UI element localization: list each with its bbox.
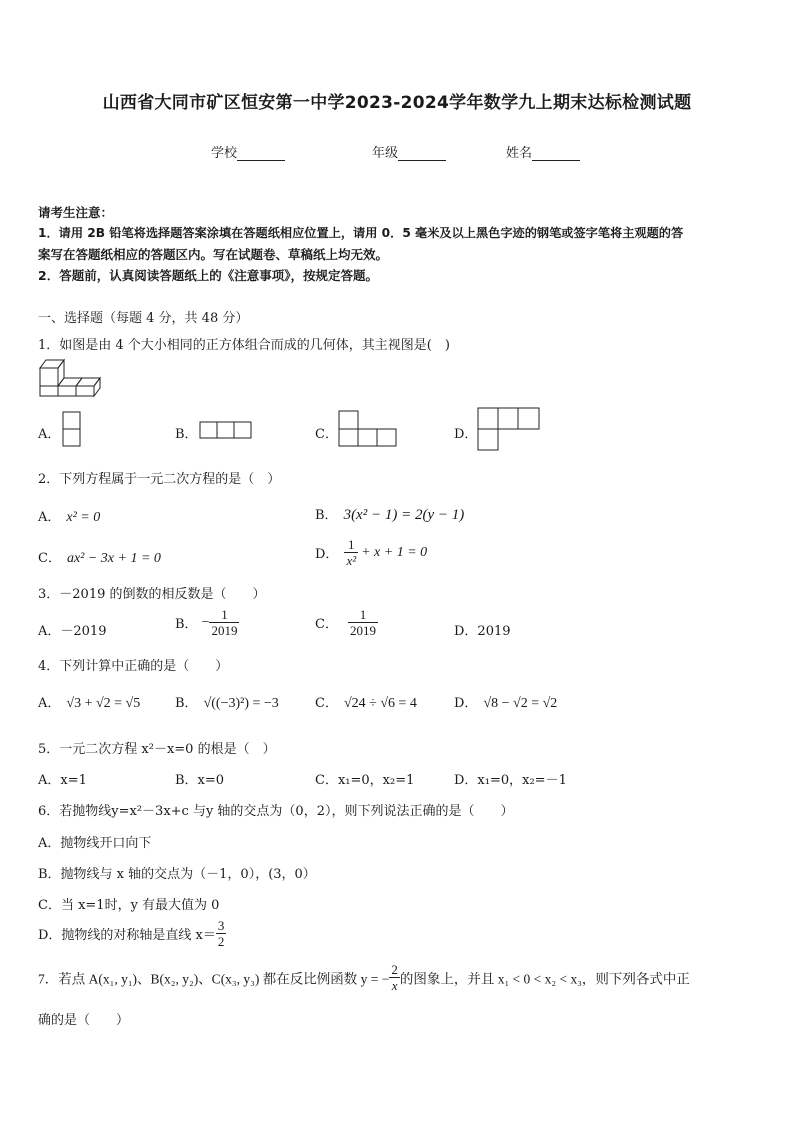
notice-line-1a: 1．请用 2B 铅笔将选择题答案涂填在答题纸相应位置上，请用 0．5 毫米及以上黑色字迹的钢笔或签字笔将主观题的答 (38, 226, 684, 240)
name-blank (532, 146, 580, 161)
q2-option-b (315, 504, 464, 524)
q3-b-label: B． (175, 617, 198, 632)
q5-option-b: B．x=0 (175, 773, 225, 788)
q5-option-d: D．x₁=0，x₂=－1 (454, 773, 567, 788)
q4-a-math: √3 + √2 = √5 (66, 696, 141, 711)
q2-c-label: C． (38, 551, 61, 566)
notice-heading: 请考生注意： (38, 205, 114, 220)
q7-fraction (389, 962, 400, 993)
q2-option-d (315, 537, 427, 568)
q6-d-fraction (216, 918, 227, 949)
q2-stem: 2．下列方程属于一元二次方程的是（ ） (38, 472, 281, 487)
q1-option-d-label: D． (454, 427, 478, 442)
q5-stem: 5．一元二次方程 x²－x=0 的根是（ ） (38, 742, 276, 757)
q2-b-label: B． (315, 508, 338, 523)
school-label: 学校 (211, 146, 238, 161)
q6-d-denominator: 2 (217, 934, 225, 949)
notice-line-2: 2．答题前，认真阅读答题纸上的《注意事项》，按规定答题。 (38, 268, 378, 283)
grade-field (372, 142, 446, 161)
q1-option-a-label: A． (38, 427, 61, 442)
q7-stem-cont: 确的是（ ） (38, 1013, 130, 1028)
q2-a-math: x² = 0 (66, 510, 101, 525)
q6-option-d (38, 918, 226, 949)
q2-option-c (38, 547, 161, 567)
q3-option-b (175, 607, 239, 638)
q3-c-fraction (348, 607, 378, 638)
q1-option-b-label: B． (175, 427, 198, 442)
q6-option-a: A．抛物线开口向下 (38, 836, 152, 851)
q3-b-fraction (209, 607, 239, 638)
q7-stem-b: 的图象上，并且 x₁ < 0 < x₂ < x₃，则下列各式中正 (399, 971, 690, 987)
q4-option-c (315, 692, 417, 712)
q2-d-label: D． (315, 547, 339, 562)
q4-stem: 4．下列计算中正确的是（ ） (38, 659, 229, 674)
q2-b-math: 3(x² − 1) = 2(y − 1) (343, 507, 465, 523)
q3-option-d: D．2019 (454, 624, 511, 639)
q4-a-label: A． (38, 696, 61, 711)
q4-option-a (38, 692, 140, 712)
q7-denominator: x (391, 978, 398, 993)
q1-solid-figure (38, 356, 103, 398)
q3-stem: 3．－2019 的倒数的相反数是（ ） (38, 587, 266, 602)
q2-d-fraction (344, 537, 358, 568)
q7-stem (38, 962, 690, 993)
school-blank (237, 146, 285, 161)
q4-option-b (175, 692, 279, 712)
q1-option-b-figure (199, 421, 255, 441)
q1-stem: 1．如图是由 4 个大小相同的正方体组合而成的几何体，其主视图是( ) (38, 338, 450, 353)
q2-d-numerator: 1 (344, 537, 358, 553)
q3-c-numerator: 1 (348, 607, 378, 623)
q6-option-c: C．当 x=1时，y 有最大值为 0 (38, 898, 220, 913)
q6-d-numerator: 3 (217, 918, 225, 933)
q3-b-sign: − (201, 614, 210, 630)
school-field (211, 142, 285, 161)
q6-d-text: D．抛物线的对称轴是直线 x＝ (38, 928, 216, 943)
q4-option-d (454, 692, 557, 712)
q6-option-b: B．抛物线与 x 轴的交点为（－1，0），(3，0） (38, 867, 316, 882)
q3-b-numerator: 1 (209, 607, 239, 623)
page-title: 山西省大同市矿区恒安第一中学2023-2024学年数学九上期末达标检测试题 (102, 93, 692, 113)
q2-c-math: ax² − 3x + 1 = 0 (66, 551, 161, 566)
q5-option-a: A．x=1 (38, 773, 87, 788)
q4-c-math: √24 ÷ √6 = 4 (343, 696, 417, 711)
q3-c-label: C． (315, 617, 338, 632)
q2-option-a (38, 506, 100, 526)
q5-option-c: C．x₁=0，x₂=1 (315, 773, 415, 788)
q2-d-denominator: x² (346, 553, 357, 568)
grade-blank (398, 146, 446, 161)
q3-b-denominator: 2019 (211, 623, 238, 638)
q4-b-math: √((−3)²) = −3 (203, 696, 279, 711)
section-heading: 一、选择题（每题 4 分，共 48 分） (38, 311, 249, 326)
q4-d-label: D． (454, 696, 478, 711)
name-label: 姓名 (506, 146, 533, 161)
q4-b-label: B． (175, 696, 198, 711)
q2-d-rest: + x + 1 = 0 (361, 544, 428, 560)
q1-option-d-figure (477, 407, 543, 453)
q7-numerator: 2 (391, 962, 398, 977)
q3-c-denominator: 2019 (349, 623, 376, 638)
q6-stem: 6．若抛物线y=x²－3x+c 与y 轴的交点为（0，2），则下列说法正确的是（ ） (38, 804, 514, 819)
q2-a-label: A． (38, 510, 61, 525)
q1-option-c-figure (338, 410, 398, 448)
q3-option-a: A．－2019 (38, 624, 107, 639)
q4-d-math: √8 − √2 = √2 (483, 696, 558, 711)
grade-label: 年级 (372, 146, 399, 161)
q1-option-c-label: C． (315, 427, 338, 442)
name-field (506, 142, 580, 161)
q3-option-c (315, 607, 378, 638)
q4-c-label: C． (315, 696, 338, 711)
notice-line-1b: 案写在答题纸相应的答题区内。写在试题卷、草稿纸上均无效。 (38, 247, 389, 262)
q7-stem-a: 7．若点 A(x₁, y₁)、B(x₂, y₂)、C(x₃, y₃) 都在反比例函数 y = − (38, 971, 390, 987)
q1-option-a-figure (62, 411, 82, 449)
